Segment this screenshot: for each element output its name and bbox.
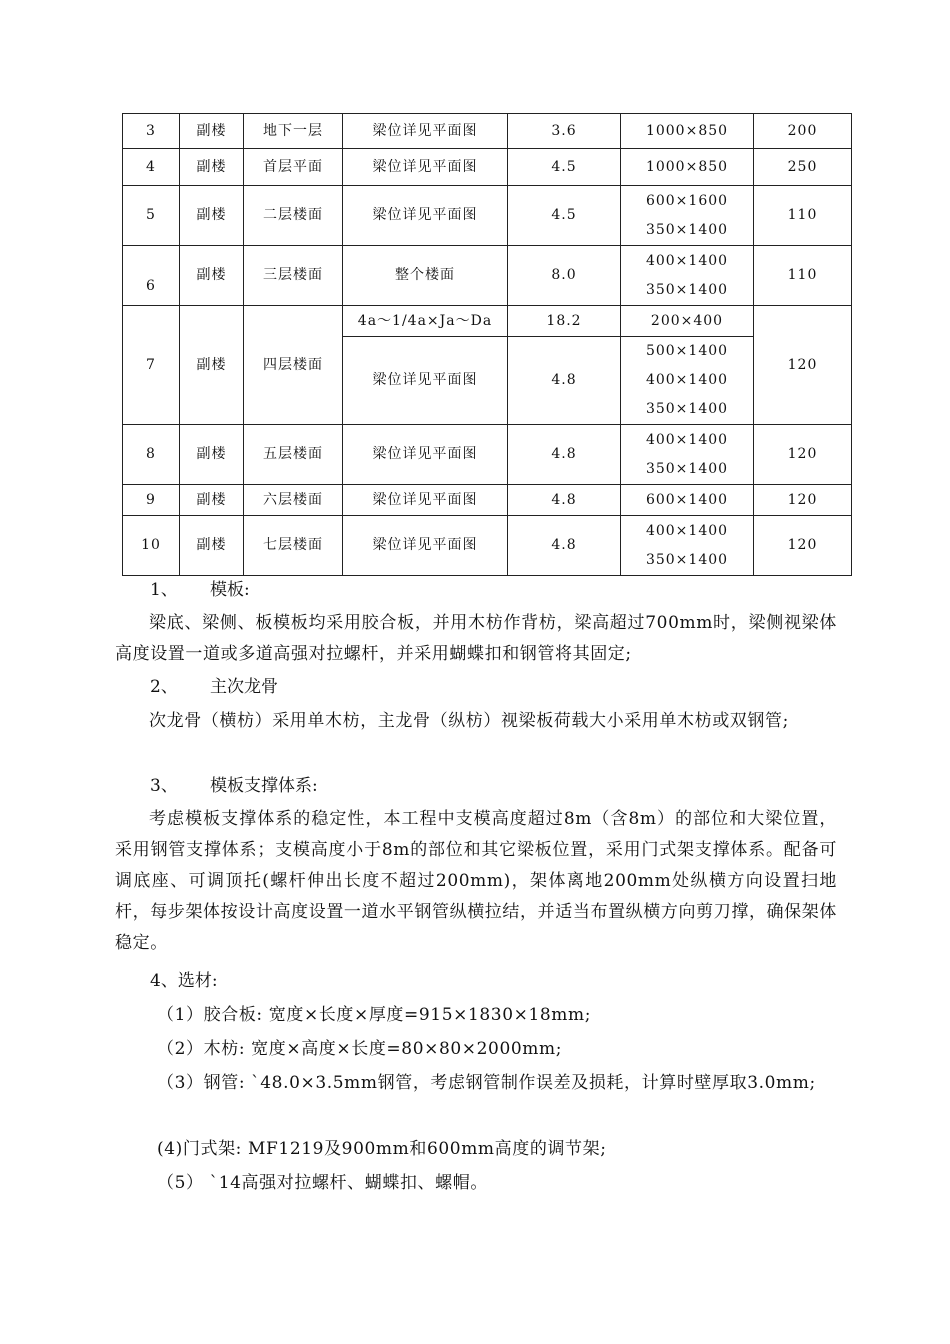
section-cell — [621, 425, 754, 485]
section-cell — [621, 246, 754, 306]
table-row — [123, 485, 852, 516]
material-item-2: （2）木枋: 宽度×高度×长度=80×80×2000mm; — [157, 1039, 563, 1059]
section-value: 350×1400 — [645, 401, 729, 417]
table-row — [123, 114, 852, 149]
row-number: 4 — [123, 149, 180, 186]
section-cell: 1000×850 — [621, 114, 754, 149]
section-value: 350×1400 — [645, 281, 729, 298]
height-cell: 4.8 — [508, 485, 621, 516]
building-cell: 副楼 — [180, 186, 244, 246]
position-cell: 梁位详见平面图 — [343, 485, 508, 516]
height-cell: 4.5 — [508, 149, 621, 186]
table-row — [123, 149, 852, 186]
floor-cell: 七层楼面 — [244, 516, 343, 576]
floor-cell: 五层楼面 — [244, 425, 343, 485]
section-2-title: 主次龙骨 — [210, 677, 278, 697]
position-cell: 梁位详见平面图 — [343, 149, 508, 186]
thickness-cell: 200 — [754, 114, 852, 149]
floor-cell: 四层楼面 — [244, 306, 343, 425]
row-number: 6 — [123, 246, 180, 306]
material-item-3: （3）钢管: `48.0×3.5mm钢管，考虑钢管制作误差及损耗，计算时壁厚取3.0mm; — [157, 1073, 816, 1093]
section-value: 600×1600 — [645, 192, 729, 209]
section-value: 350×1400 — [645, 551, 729, 568]
building-cell: 副楼 — [180, 485, 244, 516]
building-cell: 副楼 — [180, 246, 244, 306]
building-cell: 副楼 — [180, 149, 244, 186]
section-3-body: 考虑模板支撑体系的稳定性，本工程中支模高度超过8m（含8m）的部位和大梁位置，采用钢管支撑体系；支模高度小于8m的部位和其它梁板位置，采用门式架支撑体系。配备可调底座、可调顶托(螺杆伸出长度不超过200mm)，架体离地200mm处纵横方向设置扫地杆，每步架体按设计高度设置一道水平钢管纵横拉结，并适当布置纵横方向剪刀撑，确保架体稳定。 — [115, 809, 837, 953]
section-cell: 200×400 — [621, 306, 754, 337]
table-row — [123, 425, 852, 485]
section-4-heading: 4、选材: — [150, 971, 218, 991]
position-cell: 梁位详见平面图 — [343, 425, 508, 485]
section-1-title: 模板: — [210, 580, 250, 600]
table-row — [123, 306, 852, 337]
position-cell: 4a～1/4a×Ja～Da — [343, 306, 508, 337]
section-3-heading — [150, 771, 318, 802]
height-cell: 4.8 — [508, 337, 621, 425]
section-cell — [621, 516, 754, 576]
height-cell: 8.0 — [508, 246, 621, 306]
position-cell: 梁位详见平面图 — [343, 114, 508, 149]
building-cell: 副楼 — [180, 306, 244, 425]
material-item-5: （5） `14高强对拉螺杆、蝴蝶扣、螺帽。 — [157, 1173, 488, 1193]
section-1-number: 1、 — [150, 580, 178, 600]
position-cell: 梁位详见平面图 — [343, 516, 508, 576]
table-row — [123, 246, 852, 306]
section-value: 350×1400 — [645, 460, 729, 477]
section-value: 400×1400 — [645, 372, 729, 388]
table-row — [123, 516, 852, 576]
thickness-cell: 120 — [754, 425, 852, 485]
row-number: 8 — [123, 425, 180, 485]
section-1-heading — [150, 575, 250, 606]
floor-cell: 二层楼面 — [244, 186, 343, 246]
section-1-body: 梁底、梁侧、板模板均采用胶合板，并用木枋作背枋，梁高超过700mm时，梁侧视梁体高度设置一道或多道高强对拉螺杆，并采用蝴蝶扣和钢管将其固定; — [115, 613, 837, 664]
row-number: 5 — [123, 186, 180, 246]
row-number: 7 — [123, 306, 180, 425]
section-2-number: 2、 — [150, 677, 178, 697]
thickness-cell: 120 — [754, 516, 852, 576]
height-cell: 18.2 — [508, 306, 621, 337]
section-cell: 600×1400 — [621, 485, 754, 516]
thickness-cell: 120 — [754, 485, 852, 516]
section-cell — [621, 337, 754, 425]
height-cell: 4.8 — [508, 425, 621, 485]
section-value: 500×1400 — [645, 343, 729, 359]
section-2-body: 次龙骨（横枋）采用单木枋，主龙骨（纵枋）视梁板荷载大小采用单木枋或双钢管; — [149, 711, 789, 731]
section-value: 350×1400 — [645, 221, 729, 238]
floor-cell: 六层楼面 — [244, 485, 343, 516]
floor-cell: 地下一层 — [244, 114, 343, 149]
table-row — [123, 186, 852, 246]
building-cell: 副楼 — [180, 516, 244, 576]
section-3-number: 3、 — [150, 776, 178, 796]
beam-table — [122, 113, 852, 576]
building-cell: 副楼 — [180, 425, 244, 485]
building-cell: 副楼 — [180, 114, 244, 149]
section-2-heading — [150, 672, 278, 703]
row-number: 9 — [123, 485, 180, 516]
section-3-title: 模板支撑体系: — [210, 776, 318, 796]
position-cell: 整个楼面 — [343, 246, 508, 306]
section-value: 400×1400 — [645, 522, 729, 539]
height-cell: 4.5 — [508, 186, 621, 246]
thickness-cell: 120 — [754, 306, 852, 425]
thickness-cell: 250 — [754, 149, 852, 186]
section-value: 400×1400 — [645, 431, 729, 448]
thickness-cell: 110 — [754, 246, 852, 306]
height-cell: 3.6 — [508, 114, 621, 149]
position-cell: 梁位详见平面图 — [343, 186, 508, 246]
material-item-1: （1）胶合板: 宽度×长度×厚度=915×1830×18mm; — [157, 1005, 592, 1025]
floor-cell: 三层楼面 — [244, 246, 343, 306]
height-cell: 4.8 — [508, 516, 621, 576]
material-item-4: (4)门式架: MF1219及900mm和600mm高度的调节架; — [157, 1139, 607, 1159]
section-value: 400×1400 — [645, 252, 729, 269]
thickness-cell: 110 — [754, 186, 852, 246]
row-number: 10 — [123, 516, 180, 576]
floor-cell: 首层平面 — [244, 149, 343, 186]
row-number: 3 — [123, 114, 180, 149]
position-cell: 梁位详见平面图 — [343, 337, 508, 425]
section-cell: 1000×850 — [621, 149, 754, 186]
section-cell — [621, 186, 754, 246]
